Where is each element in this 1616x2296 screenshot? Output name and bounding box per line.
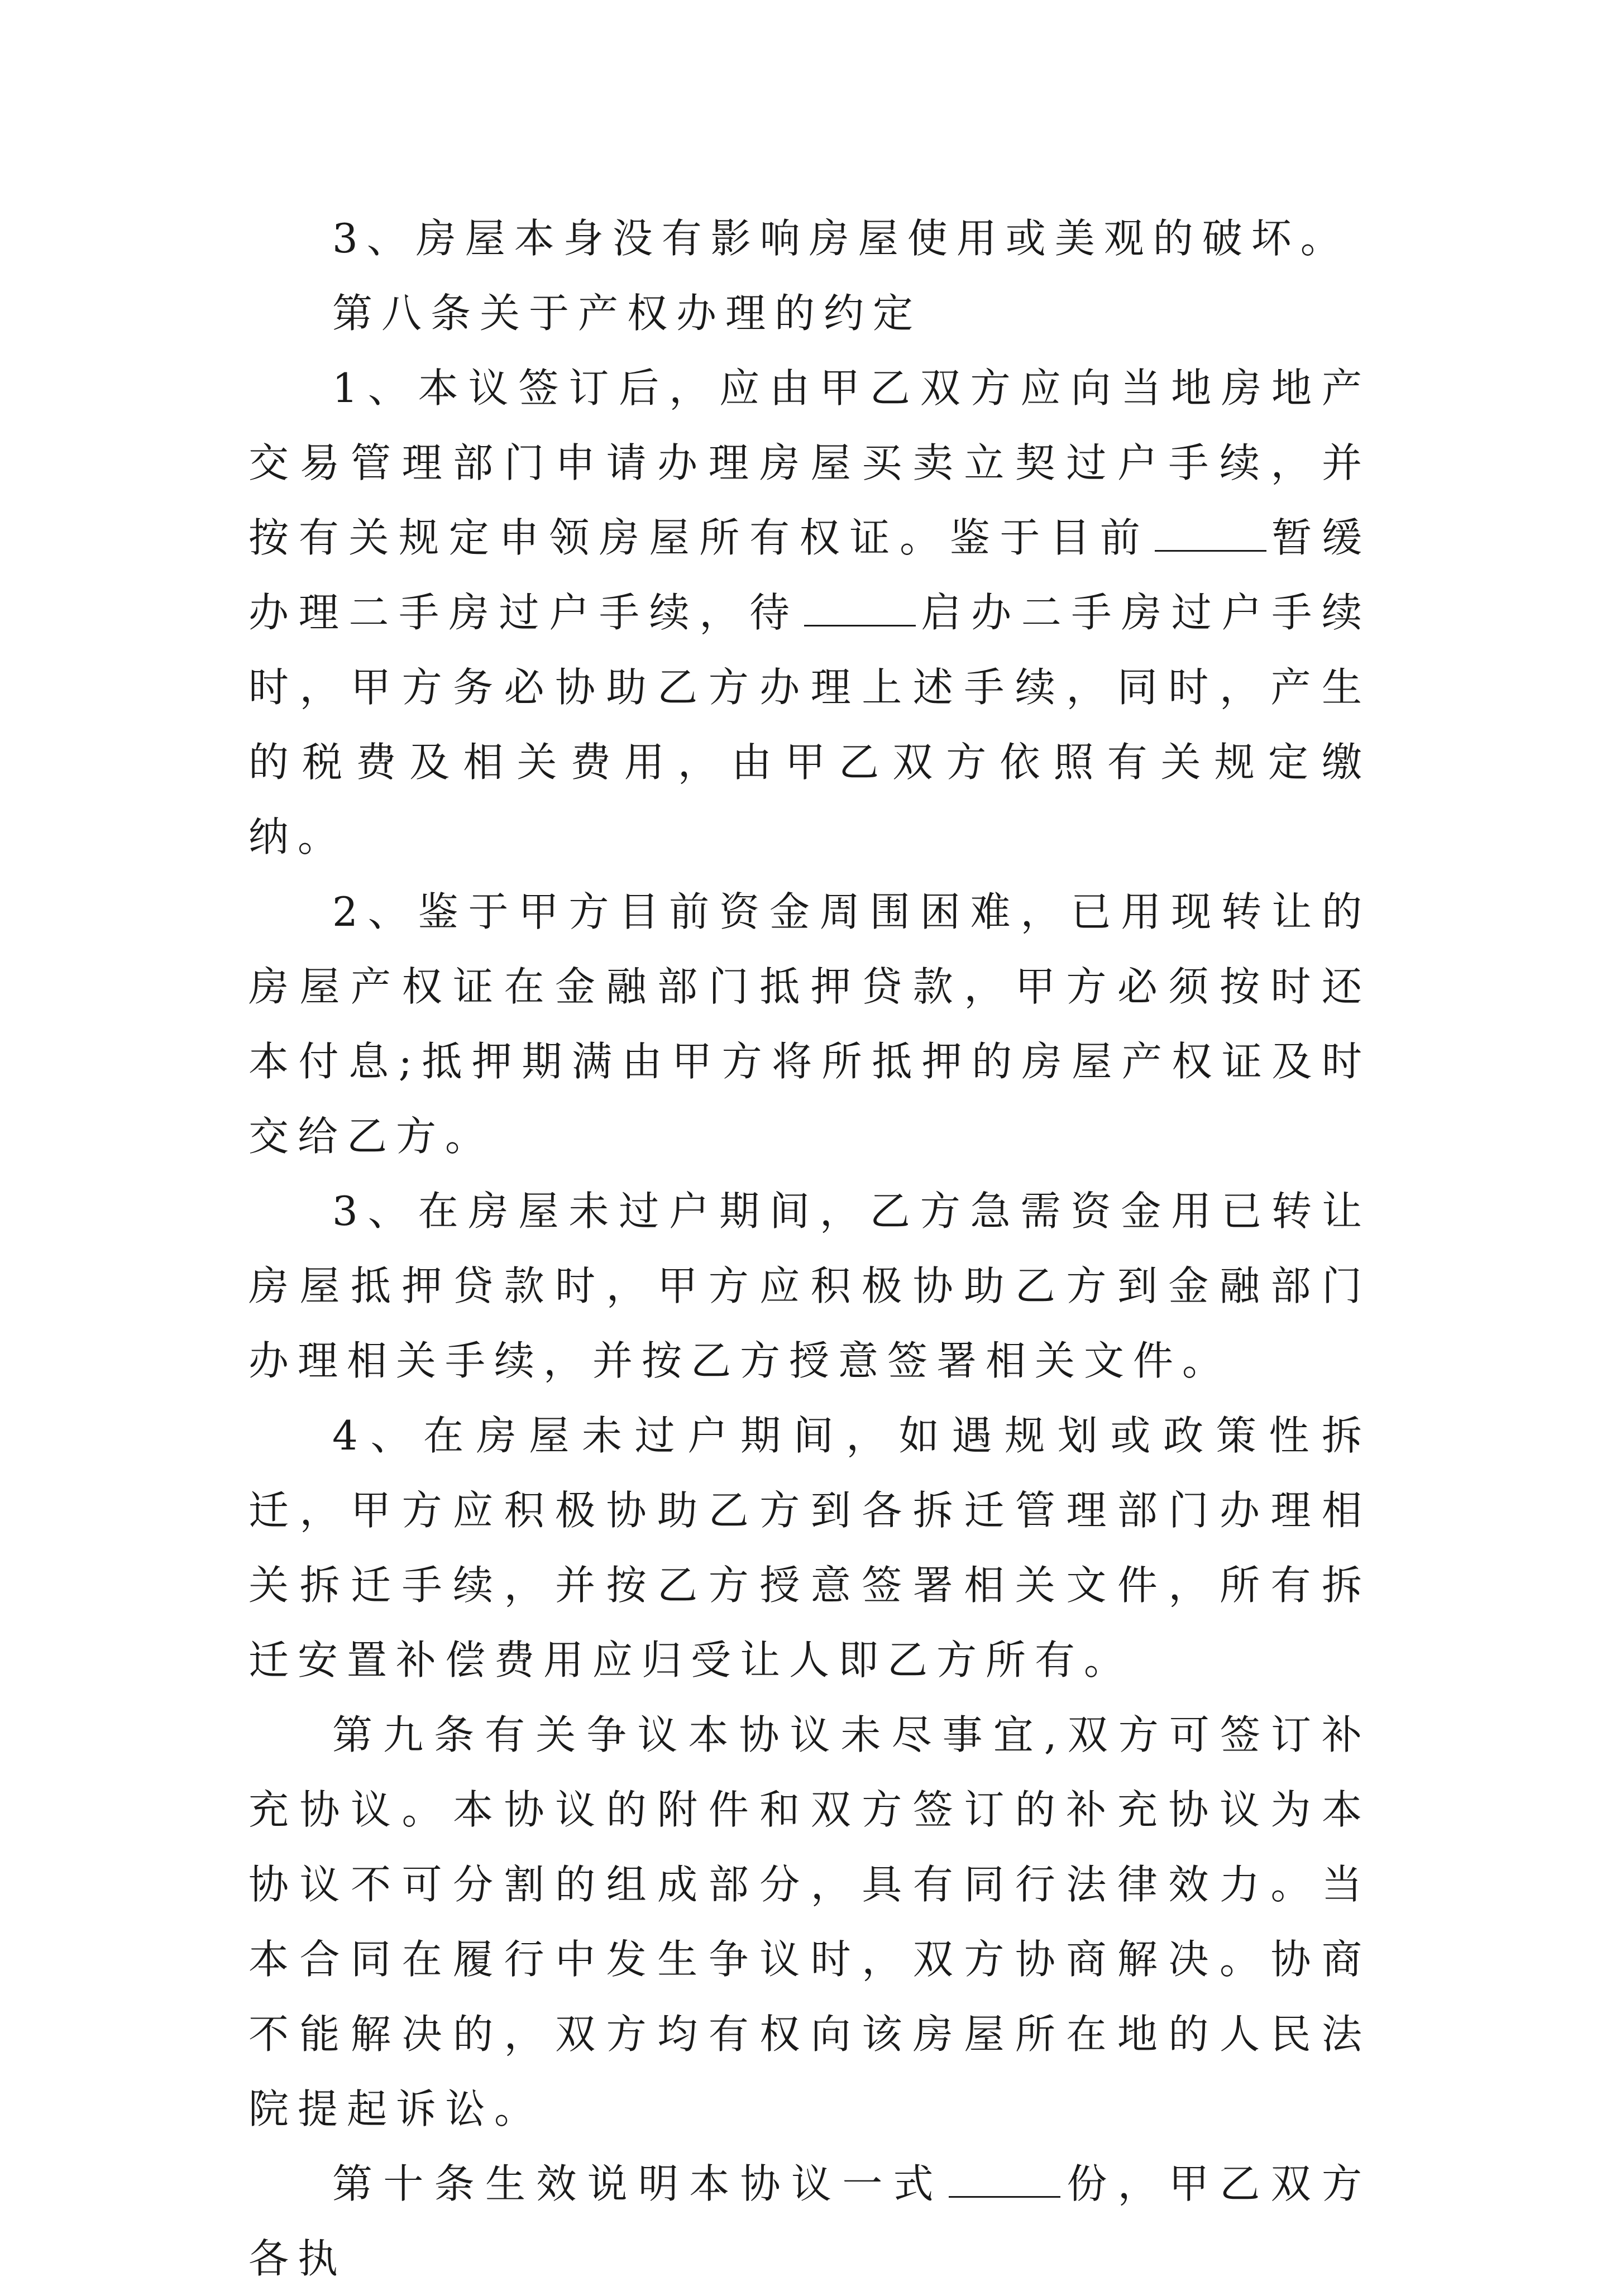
article-8-heading: [248, 276, 1371, 351]
paragraph-text: 份，甲乙双方各执: [248, 2160, 1371, 2282]
paragraph-text: 第八条关于产权办理的约定: [332, 290, 922, 337]
paragraph-text: 第九条有关争议本协议未尽事宜,双方可签订补充协议。本协议的附件和双方签订的补充协议为本协议不可分割的组成部分，具有同行法律效力。当本合同在履行中发生争议时，双方协商解决。协商不能解决的，双方均有权向该房屋所在地的人民法院提起诉讼。: [248, 1711, 1371, 2132]
blank-line: [804, 586, 916, 626]
article-9-disputes: [248, 1697, 1371, 2146]
paragraph-item-2-mortgage: [248, 874, 1371, 1174]
blank-line: [949, 2157, 1060, 2198]
document-page: [248, 201, 1371, 2296]
paragraph-text: 3、在房屋未过户期间，乙方急需资金用已转让房屋抵押贷款时，甲方应积极协助乙方到金融部门办理相关手续，并按乙方授意签署相关文件。: [248, 1188, 1371, 1384]
article-10-effectiveness: [248, 2146, 1371, 2296]
paragraph-text: 暂缓办理二手房过户手续，待: [248, 514, 1371, 636]
paragraph-text: 2、鉴于甲方目前资金周围困难，已用现转让的房屋产权证在金融部门抵押贷款，甲方必须按时还本付息;抵押期满由甲方将所抵押的房屋产权证及时交给乙方。: [248, 888, 1371, 1160]
paragraph-text: 3、房屋本身没有影响房屋使用或美观的破坏。: [332, 215, 1350, 262]
blank-line: [1155, 511, 1266, 552]
paragraph-text: 启办二手房过户手续时，甲方务必协助乙方办理上述手续，同时，产生的税费及相关费用，由甲乙双方依照有关规定缴纳。: [248, 589, 1371, 860]
paragraph-text: 4、在房屋未过户期间，如遇规划或政策性拆迁，甲方应积极协助乙方到各拆迁管理部门办理相关拆迁手续，并按乙方授意签署相关文件，所有拆迁安置补偿费用应归受让人即乙方所有。: [248, 1412, 1371, 1683]
paragraph-item-3-loan: [248, 1174, 1371, 1398]
paragraph-text: 第十条生效说明本协议一式: [332, 2160, 944, 2207]
paragraph-item-1-title-transfer: [248, 351, 1371, 874]
paragraph-text: 1、本议签订后，应由甲乙双方应向当地房地产交易管理部门申请办理房屋买卖立契过户手续，并按有关规定申领房屋所有权证。鉴于目前: [248, 365, 1371, 561]
paragraph-item-4-demolition: [248, 1398, 1371, 1697]
paragraph-item-3-condition: [248, 201, 1371, 276]
